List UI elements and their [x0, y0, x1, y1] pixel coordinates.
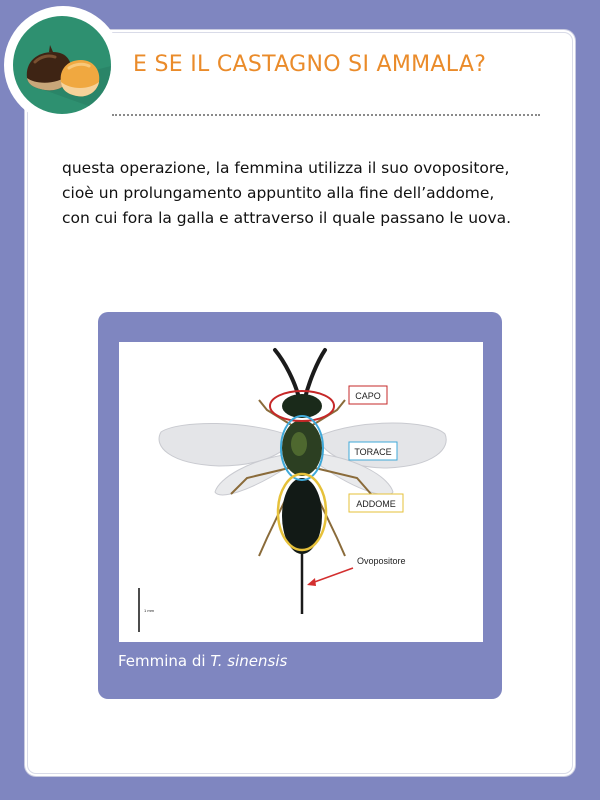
body-line-1: questa operazione, la femmina utilizza il suo ovopositore,	[62, 159, 510, 177]
label-capo: CAPO	[355, 391, 381, 401]
body-line-3: con cui fora la galla e attraverso il quale passano le uova.	[62, 209, 512, 227]
label-torace: TORACE	[354, 447, 392, 457]
label-ovopositore: Ovopositore	[357, 556, 406, 566]
page-title: E SE IL CASTAGNO SI AMMALA?	[133, 52, 487, 77]
body-line-2: cioè un prolungamento appuntito alla fine dell’addome,	[62, 184, 495, 202]
body-paragraph	[62, 156, 562, 231]
chestnut-icon	[13, 16, 111, 114]
caption-prefix: Femmina di	[118, 652, 211, 670]
title-divider	[112, 114, 540, 116]
figure-panel	[98, 312, 502, 699]
scale-label: 1 mm	[144, 608, 154, 613]
label-addome: ADDOME	[356, 499, 396, 509]
caption-species: T. sinensis	[210, 652, 288, 670]
wasp-photo	[119, 342, 483, 642]
figure-caption	[118, 652, 287, 670]
